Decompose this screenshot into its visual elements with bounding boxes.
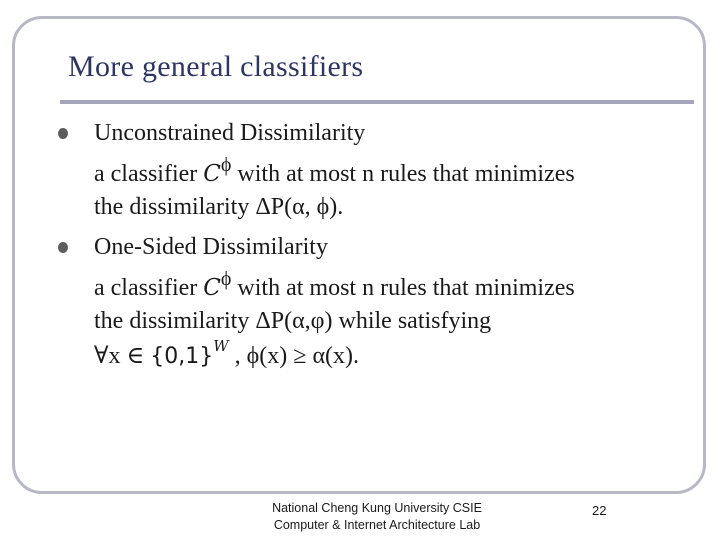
classifier-superscript-2: ϕ: [220, 268, 232, 290]
title-divider: [60, 100, 694, 104]
classifier-symbol-1: C: [203, 161, 221, 187]
bullet-2-line-1-pre: a classifier: [94, 275, 204, 301]
bullet-2-line-3: [94, 337, 360, 373]
classifier-superscript-1: ϕ: [220, 154, 232, 176]
bullet-2-line-2: the dissimilarity ΔP(α,φ) while satisfying: [94, 308, 492, 334]
footer-organization: [232, 500, 522, 534]
footer-org-line-1: National Cheng Kung University CSIE: [272, 501, 482, 515]
bullet-heading-1: Unconstrained Dissimilarity: [94, 120, 366, 146]
bullet-1-line-1-pre: a classifier: [94, 161, 204, 187]
constraint-expression: , ϕ(x) ≥ α(x).: [228, 343, 360, 369]
bullet-2-line-1-post: with at most n rules that minimizes: [231, 275, 575, 301]
footer-org-line-2: Computer & Internet Architecture Lab: [273, 518, 481, 532]
bullet-marker-2: [58, 242, 68, 253]
page-number: 22: [592, 503, 607, 518]
slide-title: More general classifiers: [68, 50, 364, 83]
bullet-1-line-1-post: with at most n rules that minimizes: [231, 161, 575, 187]
set-exponent: W: [213, 337, 229, 355]
bullet-2-line-1: [94, 268, 575, 304]
bullet-heading-2: One-Sided Dissimilarity: [94, 234, 328, 260]
bullet-1-line-2: the dissimilarity ΔP(α, ϕ).: [94, 194, 344, 220]
classifier-symbol-2: C: [203, 275, 221, 301]
bullet-1-line-1: [94, 154, 575, 190]
binary-set: {0,1}: [150, 344, 214, 369]
bullet-marker-1: [58, 128, 68, 139]
forall-expression: ∀x ∈: [94, 343, 151, 369]
